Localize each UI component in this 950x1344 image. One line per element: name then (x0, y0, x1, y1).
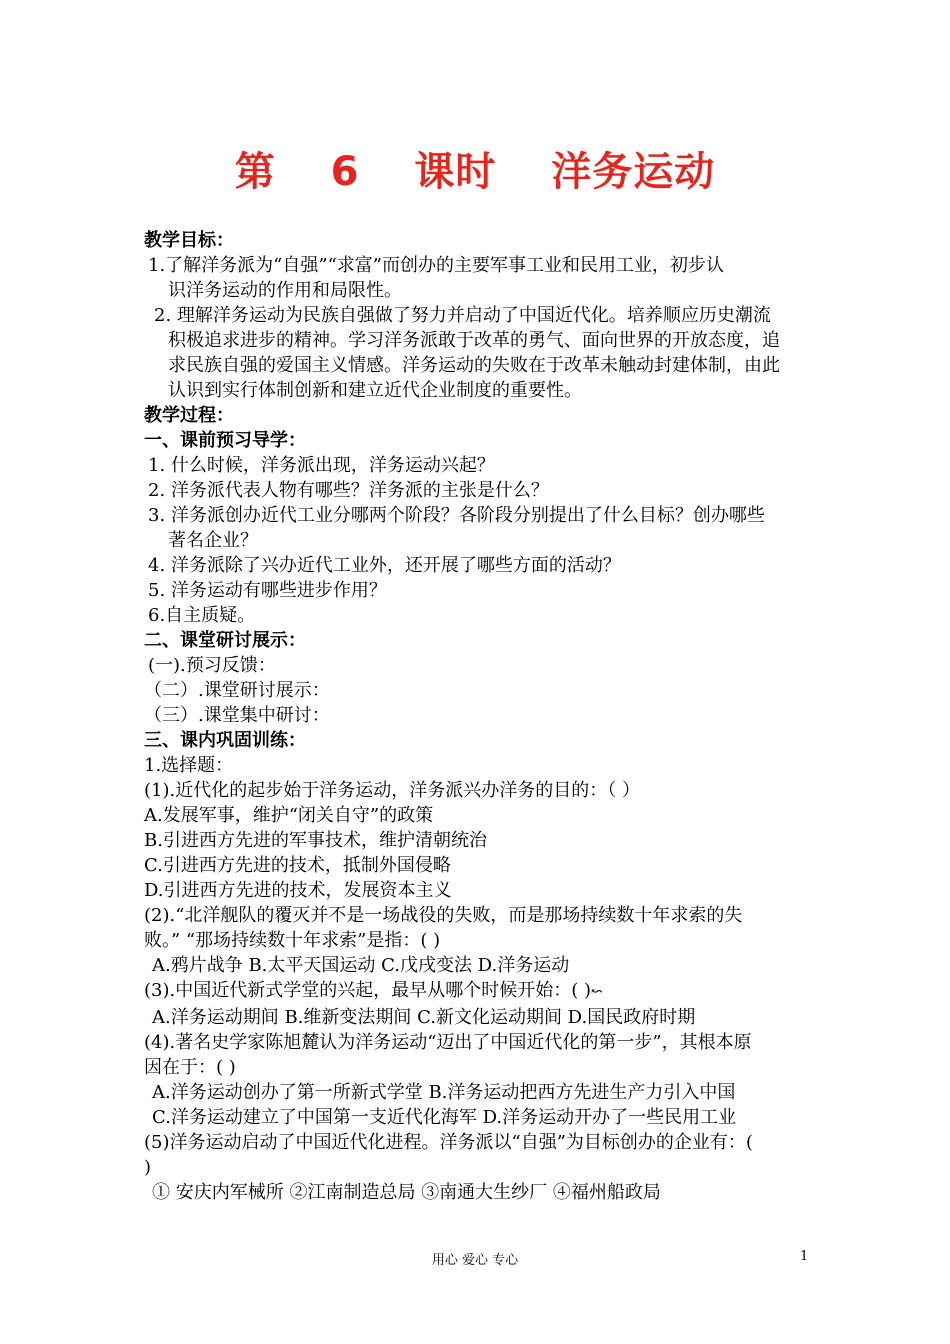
page-title: 第 6 课时 洋务运动 (234, 149, 716, 195)
question-1-stem: (1).近代化的起步始于洋务运动，洋务派兴办洋务的目的：（ ） (144, 780, 640, 801)
section3-heading: 三、课内巩固训练： (144, 730, 306, 751)
question-5-stem: (5)洋务运动启动了中国近代化进程。洋务派以“自强”为目标创办的企业有：( (144, 1132, 753, 1153)
preview-question: 著名企业？ (168, 530, 258, 551)
question-4-options: A.洋务运动创办了第一所新式学堂 B.洋务运动把西方先进生产力引入中国 (152, 1082, 736, 1103)
process-heading: 教学过程： (144, 405, 234, 426)
document-body (144, 228, 824, 1205)
objectives-heading: 教学目标： (144, 230, 234, 251)
section2-item: (一).预习反馈： (148, 655, 276, 676)
question-4-options: C.洋务运动建立了中国第一支近代化海军 D.洋务运动开办了一些民用工业 (152, 1107, 737, 1128)
preview-question: 1. 什么时候，洋务派出现，洋务运动兴起？ (148, 455, 495, 476)
section2-item: （三）.课堂集中研讨： (144, 705, 330, 726)
section2-heading: 二、课堂研讨展示： (144, 630, 306, 651)
question-3-line (144, 978, 824, 1005)
section1-heading: 一、课前预习导学： (144, 430, 306, 451)
preview-question: 3. 洋务派创办近代工业分哪两个阶段？各阶段分别提出了什么目标？创办哪些 (148, 505, 765, 526)
preview-question: 6.自主质疑。 (148, 605, 256, 626)
page-number: 1 (800, 1249, 809, 1264)
question-5-stem: ) (144, 1157, 152, 1178)
question-1-option: D.引进西方先进的技术，发展资本主义 (144, 880, 452, 901)
footer-motto: 用心 爱心 专心 (431, 1253, 519, 1268)
question-2-options: A.鸦片战争 B.太平天国运动 C.戊戌变法 D.洋务运动 (152, 955, 570, 976)
objective-line: 积极追求进步的精神。学习洋务派敢于改革的勇气、面向世界的开放态度，追 (168, 330, 780, 351)
section2-item: （二）.课堂研讨展示： (144, 680, 330, 701)
objective-line: 求民族自强的爱国主义情感。洋务运动的失败在于改革未触动封建体制，由此 (168, 355, 780, 376)
objective-line: 1.了解洋务派为“自强”“求富”而创办的主要军事工业和民用工业，初步认 (148, 255, 724, 276)
objective-line: 认识到实行体制创新和建立近代企业制度的重要性。 (168, 380, 582, 401)
preview-question: 4. 洋务派除了兴办近代工业外，还开展了哪些方面的活动？ (148, 555, 621, 576)
question-2-stem: 败。” “那场持续数十年求索”是指：( ) (144, 930, 441, 951)
exercise-intro: 1.选择题： (144, 755, 234, 776)
objective-line: 2. 理解洋务运动为民族自强做了努力并启动了中国近代化。培养顺应历史潮流 (154, 305, 771, 326)
preview-question: 5. 洋务运动有哪些进步作用？ (148, 580, 387, 601)
question-2-stem: (2).“北洋舰队的覆灭并不是一场战役的失败，而是那场持续数十年求索的失 (144, 905, 743, 926)
objective-line: 识洋务运动的作用和局限性。 (168, 280, 402, 301)
question-3-options: A.洋务运动期间 B.维新变法期间 C.新文化运动期间 D.国民政府时期 (152, 1007, 696, 1028)
question-5-options: ① 安庆内军械所 ②江南制造总局 ③南通大生纱厂 ④福州船政局 (152, 1182, 661, 1203)
question-4-stem: 因在于：( ) (144, 1057, 236, 1078)
question-4-stem: (4).著名史学家陈旭麓认为洋务运动“迈出了中国近代化的第一步”，其根本原 (144, 1032, 752, 1053)
question-1-option: C.引进西方先进的技术，抵制外国侵略 (144, 855, 451, 876)
question-3-stem: (3).中国近代新式学堂的兴起，最早从哪个时候开始：( ) (144, 980, 591, 1001)
preview-question: 2. 洋务派代表人物有哪些？洋务派的主张是什么？ (148, 480, 549, 501)
squiggle-mark-icon: ↜ (590, 984, 603, 1000)
question-1-option: B.引进西方先进的军事技术，维护清朝统治 (144, 830, 487, 851)
question-1-option: A.发展军事，维护“闭关自守”的政策 (144, 805, 434, 826)
